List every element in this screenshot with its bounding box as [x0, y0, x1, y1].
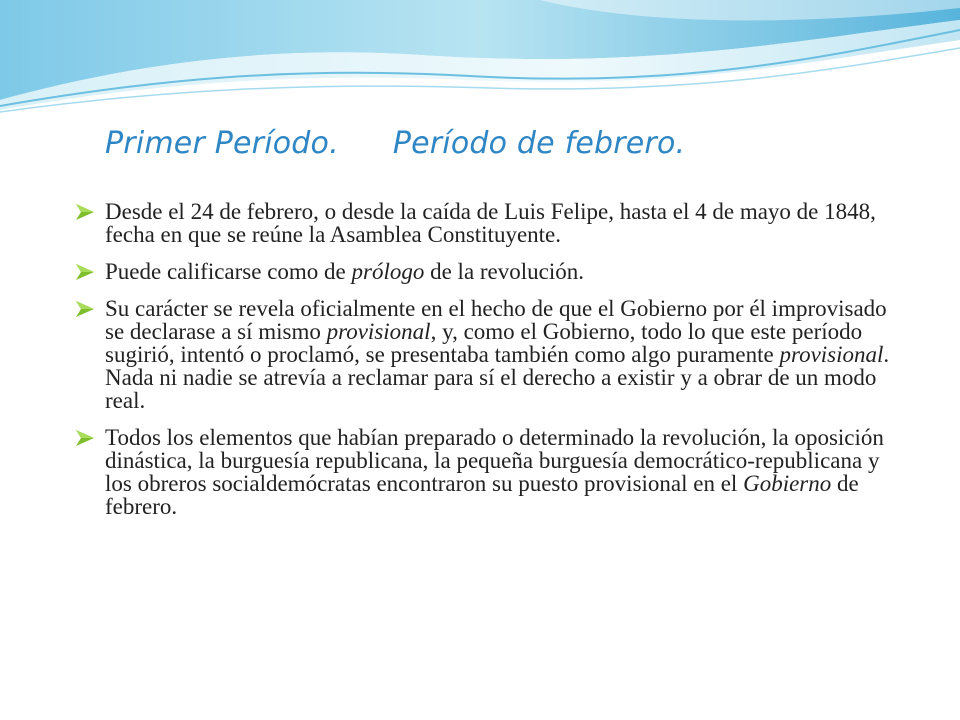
- bullet-text: Puede calificarse como de: [105, 259, 352, 284]
- decorative-wave-header: [0, 0, 960, 130]
- bullet-text-italic: Gobierno: [743, 471, 832, 496]
- bullet-text: Desde el 24 de febrero, o desde la caída de Luis Felipe, hasta el 4 de mayo de 1848, fecha en que se reúne la Asamblea Constituyente.: [105, 199, 876, 247]
- bullet-item: [70, 297, 910, 412]
- bullet-item: [70, 260, 910, 283]
- bullet-list: [70, 200, 910, 532]
- slide-title: [105, 126, 925, 161]
- bullet-text: Su carácter se revela oficialmente en el hecho de que el Gobierno por él improvisado se declarase a sí mismo: [105, 296, 887, 344]
- title-part-2: Período de febrero.: [392, 126, 686, 161]
- bullet-text-italic: prólogo: [351, 259, 425, 284]
- bullet-text: de la revolución.: [424, 259, 585, 284]
- bullet-item: [70, 426, 910, 518]
- bullet-text: Todos los elementos que habían preparado o determinado la revolución, la oposición dinástica, la burguesía republicana, la pequeña burguesía democrático-republicana y los obreros socialdemócratas encontraron su puesto provisional en el: [105, 425, 884, 496]
- bullet-text: , y, como el Gobierno, todo lo que este período sugirió, intentó o proclamó, se presentaba también como algo puramente: [105, 319, 863, 367]
- bullet-text-italic: provisional: [326, 319, 431, 344]
- bullet-text: de febrero.: [105, 471, 859, 519]
- arrow-bullet-icon: [76, 264, 94, 280]
- title-part-1: Primer Período.: [105, 126, 339, 161]
- arrow-bullet-icon: [76, 204, 94, 220]
- bullet-item: [70, 200, 910, 246]
- arrow-bullet-icon: [76, 430, 94, 446]
- bullet-text-italic: provisional: [779, 342, 884, 367]
- arrow-bullet-icon: [76, 301, 94, 317]
- bullet-text: . Nada ni nadie se atrevía a reclamar para sí el derecho a existir y a obrar de un modo real.: [105, 342, 890, 413]
